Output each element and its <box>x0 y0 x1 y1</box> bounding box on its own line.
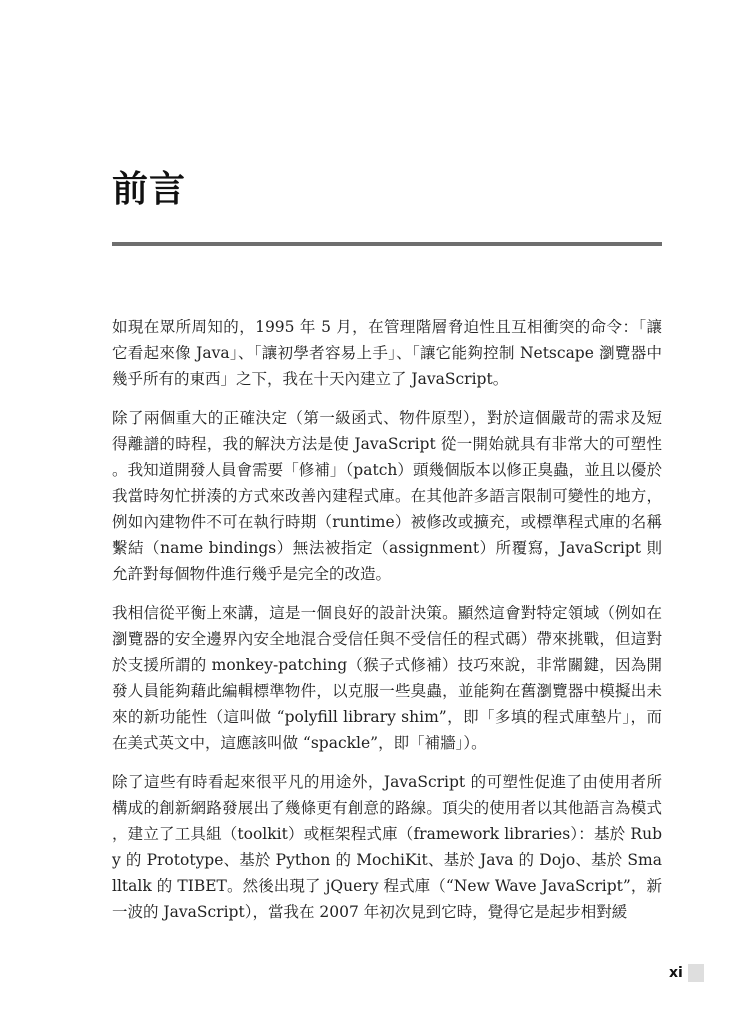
page-edge-tab <box>688 964 704 982</box>
paragraph-1: 如現在眾所周知的，1995 年 5 月，在管理階層脅迫性且互相衝突的命令：「讓它看起來像 Java」、「讓初學者容易上手」、「讓它能夠控制 Netscape 瀏覽器中幾乎所有的東西」之下，我在十天內建立了 JavaScript。 <box>112 318 662 388</box>
chapter-title: 前言 <box>112 168 187 210</box>
paragraph-4: 除了這些有時看起來很平凡的用途外，JavaScript 的可塑性促進了由使用者所構成的創新網路發展出了幾條更有創意的路線。頂尖的使用者以其他語言為模式，建立了工具組（toolkit）或框架程式庫（framework libraries）：基於 Ruby 的 Prototype、基於 Python 的 MochiKit、基於 Java 的 Dojo、基於 Smalltalk 的 TIBET。然後出現了 jQuery 程式庫（“New Wave JavaScript”，新一波的 JavaScript），當我在 2007 年初次見到它時，覺得它是起步相對緩 <box>112 773 662 921</box>
paragraph-2: 除了兩個重大的正確決定（第一級函式、物件原型），對於這個嚴苛的需求及短得離譜的時程，我的解決方法是使 JavaScript 從一開始就具有非常大的可塑性。我知道開發人員會需要「修補」（patch）頭幾個版本以修正臭蟲，並且以優於我當時匆忙拼湊的方式來改善內建程式庫。在其他許多語言限制可變性的地方，例如內建物件不可在執行時期（runtime）被修改或擴充，或標準程式庫的名稱繫結（name bindings）無法被指定（assignment）所覆寫，JavaScript 則允許對每個物件進行幾乎是完全的改造。 <box>112 409 662 583</box>
body-text <box>112 314 662 938</box>
title-rule <box>112 242 662 246</box>
paragraph-3: 我相信從平衡上來講，這是一個良好的設計決策。顯然這會對特定領域（例如在瀏覽器的安全邊界內安全地混合受信任與不受信任的程式碼）帶來挑戰，但這對於支援所謂的 monkey-patching（猴子式修補）技巧來說，非常關鍵，因為開發人員能夠藉此編輯標準物件，以克服一些臭蟲，並能夠在舊瀏覽器中模擬出未來的新功能性（這叫做 “polyfill library shim”，即「多填的程式庫墊片」，而在美式英文中，這應該叫做 “spackle”，即「補牆」）。 <box>112 604 662 752</box>
page-number: xi <box>669 965 683 981</box>
